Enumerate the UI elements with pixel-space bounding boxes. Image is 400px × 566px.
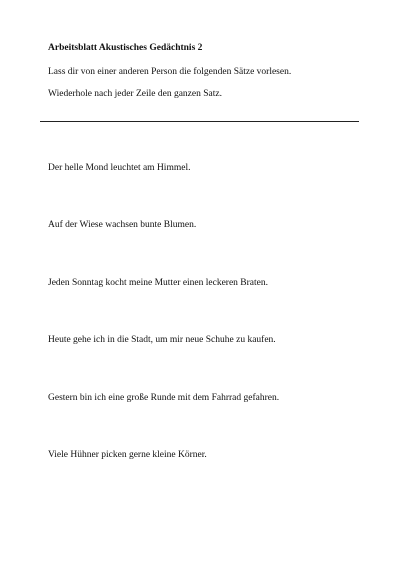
instruction-line-1: Lass dir von einer anderen Person die folgenden Sätze vorlesen. [48, 67, 292, 77]
sentence-1: Der helle Mond leuchtet am Himmel. [48, 163, 191, 173]
sentence-3: Jeden Sonntag kocht meine Mutter einen leckeren Braten. [48, 278, 269, 288]
horizontal-divider [40, 121, 359, 122]
sentence-2: Auf der Wiese wachsen bunte Blumen. [48, 220, 197, 230]
sentence-5: Gestern bin ich eine große Runde mit dem Fahrrad gefahren. [48, 393, 280, 403]
sentence-4: Heute gehe ich in die Stadt, um mir neue Schuhe zu kaufen. [48, 335, 276, 345]
worksheet-title: Arbeitsblatt Akustisches Gedächtnis 2 [48, 43, 203, 53]
sentence-6: Viele Hühner picken gerne kleine Körner. [48, 450, 207, 460]
instruction-line-2: Wiederhole nach jeder Zeile den ganzen Satz. [48, 89, 222, 99]
